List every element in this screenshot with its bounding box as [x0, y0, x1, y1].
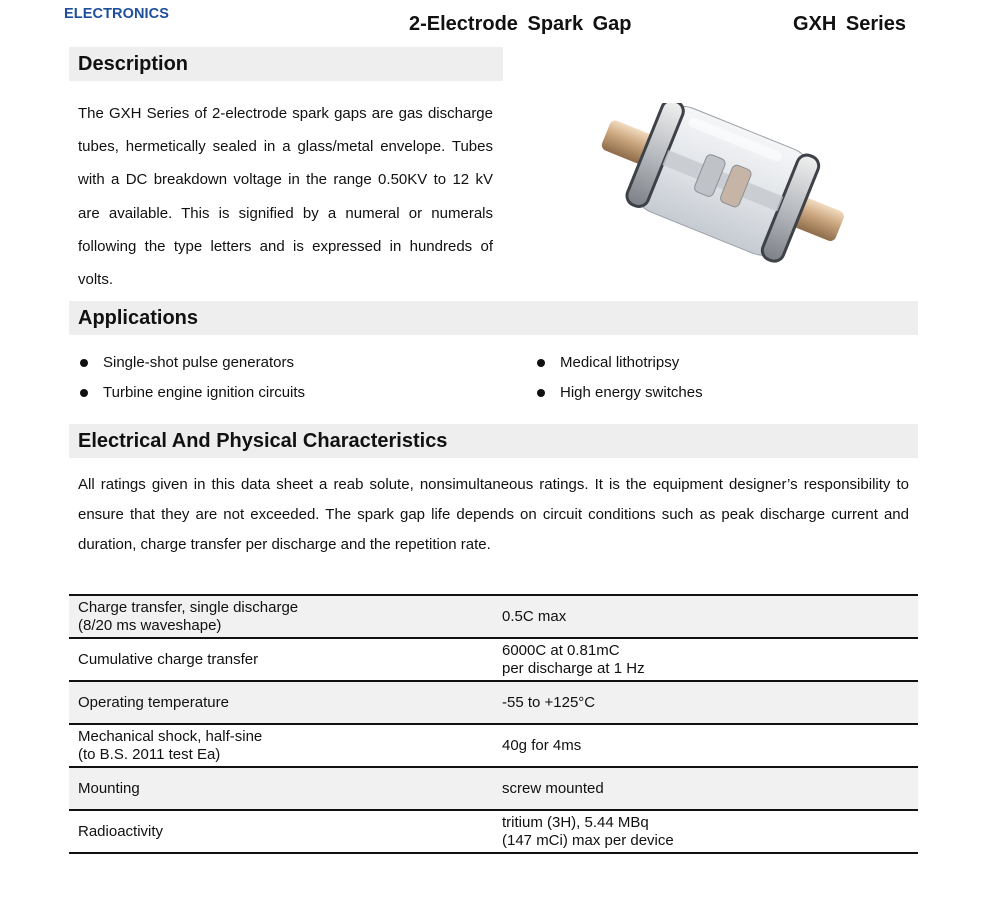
- param-cell: Cumulative charge transfer: [78, 650, 259, 668]
- description-heading: Description: [69, 47, 503, 81]
- value-cell: screw mounted: [502, 779, 604, 797]
- value-cell: tritium (3H), 5.44 MBq (147 mCi) max per device: [502, 813, 674, 849]
- bullet-icon: [537, 359, 545, 367]
- param-cell: Mechanical shock, half-sine (to B.S. 2011 test Ea): [78, 727, 263, 763]
- bullet-icon: [80, 389, 88, 397]
- bullet-icon: [537, 389, 545, 397]
- applications-list-left: [78, 349, 305, 409]
- table-row: [69, 810, 918, 853]
- applications-heading: Applications: [69, 301, 918, 335]
- description-text: The GXH Series of 2-electrode spark gaps are gas discharge tubes, hermetically sealed in a glass/metal envelope. Tubes with a DC breakdown voltage in the range 0.50KV to 12 kV are available. This is signified by a numeral or numerals following the type letters and is expressed in hundreds of volts.: [78, 105, 493, 289]
- table-row: [69, 724, 918, 767]
- value-cell: -55 to +125°C: [502, 693, 596, 711]
- table-row: [69, 681, 918, 724]
- table-row: [69, 595, 918, 638]
- list-item: High energy switches: [535, 379, 703, 409]
- list-item: Turbine engine ignition circuits: [78, 379, 305, 409]
- document-title: 2-Electrode Spark Gap: [409, 13, 632, 35]
- param-cell: Operating temperature: [78, 693, 229, 711]
- value-cell: 6000C at 0.81mC per discharge at 1 Hz: [502, 641, 645, 677]
- table-row: [69, 638, 918, 681]
- table-row: [69, 767, 918, 810]
- specifications-table: [69, 594, 918, 854]
- param-cell: Charge transfer, single discharge (8/20 ms waveshape): [78, 598, 299, 634]
- characteristics-heading: Electrical And Physical Characteristics: [69, 424, 918, 458]
- characteristics-text: All ratings given in this data sheet a reab solute, nonsimultaneous ratings. It is the equipment designer’s responsibility to ensure that they are not exceeded. The spark gap life depends on circuit conditions such as peak discharge current and duration, charge transfer per discharge and the repetition rate.: [78, 476, 909, 553]
- value-cell: 40g for 4ms: [502, 736, 582, 754]
- bullet-icon: [80, 359, 88, 367]
- series-name: GXH Series: [793, 13, 906, 35]
- value-cell: 0.5C max: [502, 607, 567, 625]
- brand-logo-text: ELECTRONICS: [64, 6, 170, 22]
- param-cell: Mounting: [78, 779, 140, 797]
- list-item: Medical lithotripsy: [535, 349, 703, 379]
- param-cell: Radioactivity: [78, 822, 164, 840]
- list-item: Single-shot pulse generators: [78, 349, 305, 379]
- product-photo: [598, 103, 848, 263]
- applications-list-right: [535, 349, 703, 409]
